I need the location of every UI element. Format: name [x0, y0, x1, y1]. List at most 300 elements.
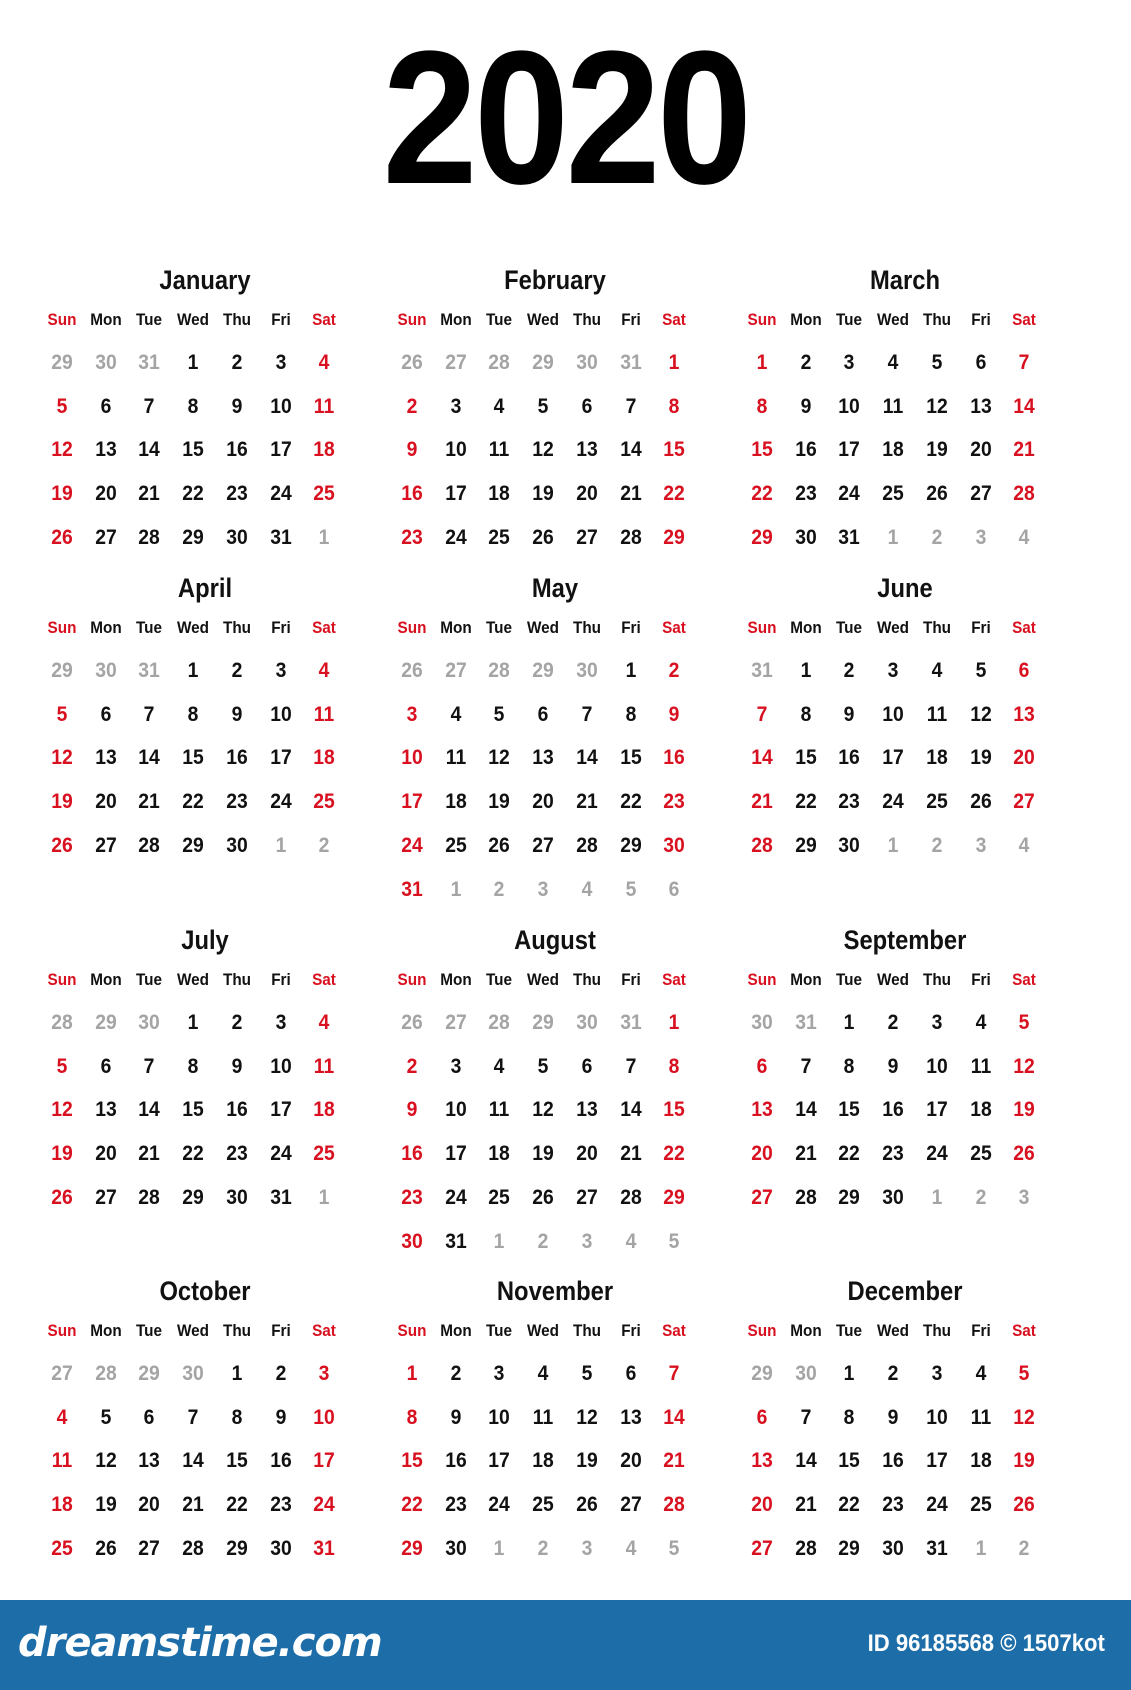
weekday-label: Mon — [439, 1321, 472, 1340]
day-cell: 27 — [94, 833, 117, 857]
weekday-label: Tue — [486, 618, 513, 637]
adjacent-month-day: 31 — [138, 659, 161, 682]
day-cell: 13 — [94, 1098, 117, 1122]
day-cell: 29 — [751, 525, 773, 549]
day-cell: 8 — [231, 1405, 243, 1429]
day-cell: 20 — [576, 482, 598, 506]
day-cell: 4 — [887, 351, 899, 374]
day-cell: 1 — [844, 1362, 855, 1385]
day-cell: 5 — [494, 702, 505, 726]
day-cell: 19 — [1013, 1449, 1035, 1473]
day-cell: 2 — [275, 1362, 286, 1385]
adjacent-month-day: 30 — [751, 1011, 773, 1034]
adjacent-month-day: 1 — [887, 833, 899, 857]
weekday-label: Tue — [486, 1321, 513, 1340]
month-may — [390, 570, 720, 919]
day-cell: 3 — [494, 1362, 505, 1385]
day-cell: 8 — [668, 1054, 680, 1078]
day-cell: 22 — [838, 1493, 861, 1517]
adjacent-month-day: 28 — [94, 1362, 117, 1385]
day-cell: 13 — [751, 1098, 773, 1122]
adjacent-month-day: 29 — [51, 351, 73, 374]
day-cell: 3 — [275, 659, 286, 682]
weekday-label: Thu — [222, 1321, 251, 1340]
weekday-label: Mon — [89, 970, 122, 989]
day-cell: 16 — [269, 1449, 292, 1473]
day-cell: 27 — [619, 1493, 642, 1517]
day-cell: 17 — [838, 438, 861, 462]
day-cell: 10 — [269, 702, 292, 726]
day-cell: 15 — [401, 1449, 423, 1473]
day-cell: 7 — [800, 1405, 812, 1429]
day-cell: 25 — [313, 1142, 335, 1166]
adjacent-month-day: 2 — [931, 833, 943, 857]
day-cell: 1 — [231, 1362, 243, 1385]
day-cell: 6 — [625, 1362, 636, 1385]
day-cell: 29 — [619, 833, 642, 857]
weekday-label: Sat — [1012, 970, 1037, 989]
day-cell: 19 — [488, 790, 511, 814]
day-cell: 4 — [975, 1362, 986, 1385]
day-cell: 6 — [144, 1405, 155, 1429]
day-cell: 12 — [969, 702, 992, 726]
month-february — [390, 262, 720, 568]
day-cell: 28 — [619, 1185, 642, 1209]
day-cell: 17 — [444, 1142, 467, 1166]
weekday-label: Fri — [270, 970, 291, 989]
adjacent-month-day: 30 — [794, 1362, 817, 1385]
weekday-label: Thu — [922, 310, 951, 329]
day-cell: 15 — [838, 1098, 861, 1122]
day-cell: 21 — [663, 1449, 685, 1473]
month-april — [40, 570, 370, 876]
day-cell: 31 — [444, 1229, 467, 1253]
month-name: July — [181, 925, 229, 955]
day-cell: 1 — [668, 1011, 680, 1034]
day-cell: 11 — [445, 746, 466, 770]
day-cell: 2 — [887, 1362, 899, 1385]
adjacent-month-day: 1 — [275, 833, 286, 857]
weekday-label: Thu — [222, 618, 251, 637]
weekday-label: Wed — [527, 1321, 560, 1340]
day-cell: 9 — [231, 394, 243, 418]
day-cell: 30 — [226, 833, 248, 857]
day-cell: 24 — [838, 482, 861, 506]
adjacent-month-day: 1 — [931, 1185, 943, 1209]
day-cell: 20 — [94, 482, 117, 506]
day-cell: 11 — [313, 702, 335, 726]
day-cell: 27 — [969, 482, 992, 506]
day-cell: 13 — [576, 438, 598, 462]
weekday-label: Sun — [397, 970, 427, 989]
month-name: September — [843, 925, 967, 955]
day-cell: 2 — [450, 1362, 462, 1385]
day-cell: 3 — [931, 1011, 943, 1034]
day-cell: 17 — [313, 1449, 335, 1473]
day-cell: 19 — [1013, 1098, 1035, 1122]
weekday-label: Sat — [662, 310, 687, 329]
day-cell: 1 — [187, 351, 199, 374]
day-cell: 23 — [882, 1142, 904, 1166]
day-cell: 19 — [532, 1142, 554, 1166]
day-cell: 7 — [1018, 351, 1030, 374]
month-name: November — [496, 1276, 614, 1306]
weekday-label: Wed — [877, 970, 910, 989]
day-cell: 7 — [144, 702, 155, 726]
day-cell: 4 — [975, 1011, 986, 1034]
adjacent-month-day: 29 — [751, 1362, 773, 1385]
weekday-label: Sat — [1012, 618, 1037, 637]
day-cell: 4 — [318, 1011, 330, 1034]
day-cell: 25 — [488, 525, 511, 549]
month-name: March — [870, 265, 940, 295]
adjacent-month-day: 4 — [581, 877, 593, 901]
day-cell: 20 — [751, 1493, 773, 1517]
day-cell: 15 — [794, 746, 817, 770]
weekday-label: Wed — [877, 310, 910, 329]
adjacent-month-day: 5 — [668, 1536, 680, 1560]
weekday-label: Wed — [877, 618, 910, 637]
day-cell: 7 — [800, 1054, 812, 1078]
day-cell: 9 — [844, 702, 855, 726]
day-cell: 27 — [576, 1185, 598, 1209]
adjacent-month-day: 29 — [51, 659, 73, 682]
adjacent-month-day: 2 — [537, 1229, 549, 1253]
day-cell: 4 — [537, 1362, 549, 1385]
day-cell: 5 — [931, 351, 943, 374]
day-cell: 24 — [882, 790, 904, 814]
day-cell: 22 — [751, 482, 773, 506]
weekday-label: Wed — [877, 1321, 910, 1340]
day-cell: 16 — [444, 1449, 467, 1473]
day-cell: 7 — [625, 1054, 636, 1078]
day-cell: 1 — [625, 659, 636, 682]
day-cell: 27 — [751, 1185, 773, 1209]
day-cell: 24 — [488, 1493, 511, 1517]
weekday-label: Wed — [527, 618, 560, 637]
day-cell: 2 — [231, 351, 243, 374]
adjacent-month-day: 4 — [625, 1229, 636, 1253]
day-cell: 14 — [138, 746, 161, 770]
weekday-label: Fri — [270, 1321, 291, 1340]
day-cell: 14 — [751, 746, 773, 770]
day-cell: 1 — [187, 659, 199, 682]
month-january — [40, 262, 370, 568]
day-cell: 20 — [138, 1493, 161, 1517]
weekday-label: Tue — [136, 618, 163, 637]
day-cell: 31 — [269, 525, 292, 549]
day-cell: 6 — [1018, 659, 1030, 682]
day-cell: 12 — [1013, 1405, 1035, 1429]
day-cell: 17 — [926, 1098, 948, 1122]
day-cell: 29 — [182, 833, 204, 857]
day-cell: 20 — [532, 790, 554, 814]
day-cell: 11 — [51, 1449, 73, 1473]
day-cell: 5 — [1018, 1011, 1030, 1034]
day-cell: 12 — [51, 438, 73, 462]
day-cell: 23 — [444, 1493, 467, 1517]
day-cell: 13 — [532, 746, 554, 770]
weekday-label: Thu — [922, 618, 951, 637]
day-cell: 20 — [94, 1142, 117, 1166]
day-cell: 12 — [532, 438, 554, 462]
day-cell: 1 — [406, 1362, 418, 1385]
day-cell: 6 — [537, 702, 549, 726]
adjacent-month-day: 1 — [318, 1185, 330, 1209]
day-cell: 29 — [226, 1536, 248, 1560]
day-cell: 9 — [275, 1405, 286, 1429]
weekday-label: Thu — [222, 310, 251, 329]
weekday-label: Tue — [136, 970, 163, 989]
day-cell: 16 — [663, 746, 685, 770]
month-november — [390, 1273, 720, 1579]
day-cell: 11 — [970, 1054, 991, 1078]
day-cell: 6 — [975, 351, 986, 374]
weekday-label: Sat — [312, 618, 337, 637]
weekday-label: Wed — [177, 310, 210, 329]
adjacent-month-day: 29 — [532, 659, 554, 682]
day-cell: 2 — [668, 659, 680, 682]
day-cell: 24 — [926, 1142, 948, 1166]
day-cell: 13 — [138, 1449, 161, 1473]
day-cell: 17 — [269, 1098, 292, 1122]
weekday-label: Thu — [572, 970, 601, 989]
day-cell: 21 — [1013, 438, 1035, 462]
day-cell: 7 — [668, 1362, 680, 1385]
day-cell: 30 — [401, 1229, 423, 1253]
footer-bar — [0, 1600, 1131, 1690]
month-october — [40, 1273, 370, 1579]
day-cell: 28 — [182, 1536, 204, 1560]
day-cell: 8 — [756, 394, 768, 418]
day-cell: 6 — [581, 1054, 593, 1078]
day-cell: 17 — [401, 790, 423, 814]
day-cell: 19 — [576, 1449, 598, 1473]
day-cell: 10 — [444, 1098, 467, 1122]
day-cell: 22 — [794, 790, 817, 814]
day-cell: 14 — [663, 1405, 685, 1429]
day-cell: 8 — [800, 702, 812, 726]
day-cell: 22 — [663, 482, 685, 506]
month-july — [40, 922, 370, 1228]
day-cell: 30 — [269, 1536, 292, 1560]
day-cell: 7 — [187, 1405, 199, 1429]
day-cell: 30 — [226, 525, 248, 549]
day-cell: 21 — [619, 1142, 642, 1166]
day-cell: 29 — [794, 833, 817, 857]
day-cell: 22 — [182, 1142, 204, 1166]
day-cell: 23 — [226, 482, 248, 506]
weekday-label: Fri — [970, 1321, 991, 1340]
day-cell: 3 — [931, 1362, 943, 1385]
day-cell: 10 — [269, 394, 292, 418]
adjacent-month-day: 27 — [444, 351, 467, 374]
day-cell: 10 — [444, 438, 467, 462]
day-cell: 15 — [182, 1098, 204, 1122]
day-cell: 30 — [444, 1536, 467, 1560]
adjacent-month-day: 2 — [931, 525, 943, 549]
day-cell: 2 — [800, 351, 812, 374]
day-cell: 11 — [313, 1054, 335, 1078]
adjacent-month-day: 27 — [51, 1362, 73, 1385]
day-cell: 26 — [1013, 1142, 1035, 1166]
weekday-label: Sat — [1012, 310, 1037, 329]
day-cell: 13 — [619, 1405, 642, 1429]
day-cell: 23 — [838, 790, 861, 814]
day-cell: 11 — [489, 438, 510, 462]
day-cell: 16 — [401, 482, 423, 506]
day-cell: 7 — [756, 702, 768, 726]
day-cell: 23 — [663, 790, 685, 814]
day-cell: 29 — [838, 1185, 861, 1209]
day-cell: 6 — [100, 394, 112, 418]
day-cell: 21 — [182, 1493, 204, 1517]
adjacent-month-day: 31 — [794, 1011, 817, 1034]
day-cell: 18 — [882, 438, 904, 462]
day-cell: 15 — [619, 746, 642, 770]
adjacent-month-day: 31 — [619, 351, 642, 374]
day-cell: 7 — [625, 394, 636, 418]
adjacent-month-day: 30 — [576, 659, 598, 682]
day-cell: 1 — [800, 659, 812, 682]
day-cell: 23 — [882, 1493, 904, 1517]
weekday-label: Fri — [270, 310, 291, 329]
day-cell: 14 — [794, 1098, 817, 1122]
day-cell: 13 — [94, 746, 117, 770]
day-cell: 15 — [751, 438, 773, 462]
day-cell: 28 — [138, 833, 161, 857]
day-cell: 8 — [625, 702, 636, 726]
day-cell: 6 — [100, 1054, 112, 1078]
day-cell: 19 — [51, 482, 73, 506]
adjacent-month-day: 2 — [1018, 1536, 1030, 1560]
day-cell: 29 — [663, 525, 685, 549]
day-cell: 9 — [406, 438, 418, 462]
day-cell: 9 — [231, 1054, 243, 1078]
day-cell: 8 — [187, 702, 199, 726]
adjacent-month-day: 31 — [751, 659, 773, 682]
day-cell: 10 — [882, 702, 904, 726]
day-cell: 26 — [969, 790, 992, 814]
day-cell: 24 — [926, 1493, 948, 1517]
day-cell: 26 — [532, 525, 554, 549]
day-cell: 7 — [144, 1054, 155, 1078]
day-cell: 31 — [838, 525, 861, 549]
day-cell: 2 — [406, 394, 418, 418]
weekday-label: Tue — [836, 1321, 863, 1340]
day-cell: 14 — [1013, 394, 1035, 418]
weekday-label: Wed — [527, 970, 560, 989]
day-cell: 22 — [619, 790, 642, 814]
day-cell: 17 — [269, 438, 292, 462]
weekday-label: Mon — [439, 618, 472, 637]
day-cell: 4 — [931, 659, 943, 682]
weekday-label: Tue — [486, 970, 513, 989]
day-cell: 25 — [969, 1142, 992, 1166]
day-cell: 5 — [100, 1405, 112, 1429]
day-cell: 3 — [275, 1011, 286, 1034]
day-cell: 3 — [450, 1054, 462, 1078]
day-cell: 15 — [226, 1449, 248, 1473]
day-cell: 25 — [51, 1536, 73, 1560]
weekday-label: Sun — [47, 970, 77, 989]
day-cell: 14 — [182, 1449, 204, 1473]
day-cell: 13 — [94, 438, 117, 462]
adjacent-month-day: 26 — [401, 659, 423, 682]
adjacent-month-day: 30 — [576, 1011, 598, 1034]
day-cell: 23 — [269, 1493, 292, 1517]
day-cell: 8 — [844, 1405, 855, 1429]
weekday-label: Fri — [970, 618, 991, 637]
day-cell: 11 — [970, 1405, 991, 1429]
day-cell: 7 — [144, 394, 155, 418]
day-cell: 13 — [969, 394, 992, 418]
month-name: December — [847, 1276, 963, 1306]
weekday-label: Mon — [789, 618, 822, 637]
day-cell: 16 — [401, 1142, 423, 1166]
day-cell: 29 — [182, 525, 204, 549]
day-cell: 5 — [1018, 1362, 1030, 1385]
adjacent-month-day: 1 — [494, 1229, 505, 1253]
day-cell: 26 — [1013, 1493, 1035, 1517]
day-cell: 10 — [926, 1054, 948, 1078]
day-cell: 5 — [56, 394, 68, 418]
day-cell: 14 — [138, 1098, 161, 1122]
adjacent-month-day: 3 — [581, 1536, 593, 1560]
weekday-label: Sat — [312, 310, 337, 329]
day-cell: 20 — [576, 1142, 598, 1166]
weekday-label: Sat — [312, 1321, 337, 1340]
weekday-label: Mon — [89, 618, 122, 637]
day-cell: 19 — [532, 482, 554, 506]
adjacent-month-day: 28 — [488, 351, 511, 374]
day-cell: 30 — [882, 1185, 904, 1209]
day-cell: 14 — [619, 438, 642, 462]
weekday-label: Thu — [922, 1321, 951, 1340]
day-cell: 13 — [576, 1098, 598, 1122]
day-cell: 14 — [794, 1449, 817, 1473]
day-cell: 5 — [537, 394, 549, 418]
day-cell: 26 — [51, 525, 73, 549]
day-cell: 5 — [975, 659, 986, 682]
day-cell: 29 — [663, 1185, 685, 1209]
day-cell: 3 — [318, 1362, 330, 1385]
day-cell: 18 — [444, 790, 467, 814]
month-name: February — [504, 265, 606, 295]
day-cell: 31 — [401, 877, 423, 901]
adjacent-month-day: 3 — [537, 877, 549, 901]
day-cell: 24 — [401, 833, 423, 857]
day-cell: 10 — [926, 1405, 948, 1429]
day-cell: 23 — [401, 525, 423, 549]
day-cell: 5 — [537, 1054, 549, 1078]
day-cell: 18 — [488, 482, 511, 506]
day-cell: 15 — [182, 438, 204, 462]
day-cell: 25 — [532, 1493, 554, 1517]
day-cell: 21 — [138, 482, 161, 506]
weekday-label: Tue — [486, 310, 513, 329]
day-cell: 10 — [313, 1405, 335, 1429]
day-cell: 29 — [182, 1185, 204, 1209]
day-cell: 17 — [444, 482, 467, 506]
weekday-label: Thu — [572, 1321, 601, 1340]
day-cell: 19 — [926, 438, 948, 462]
day-cell: 20 — [969, 438, 992, 462]
day-cell: 16 — [226, 746, 248, 770]
day-cell: 28 — [619, 525, 642, 549]
day-cell: 25 — [488, 1185, 511, 1209]
day-cell: 28 — [576, 833, 598, 857]
